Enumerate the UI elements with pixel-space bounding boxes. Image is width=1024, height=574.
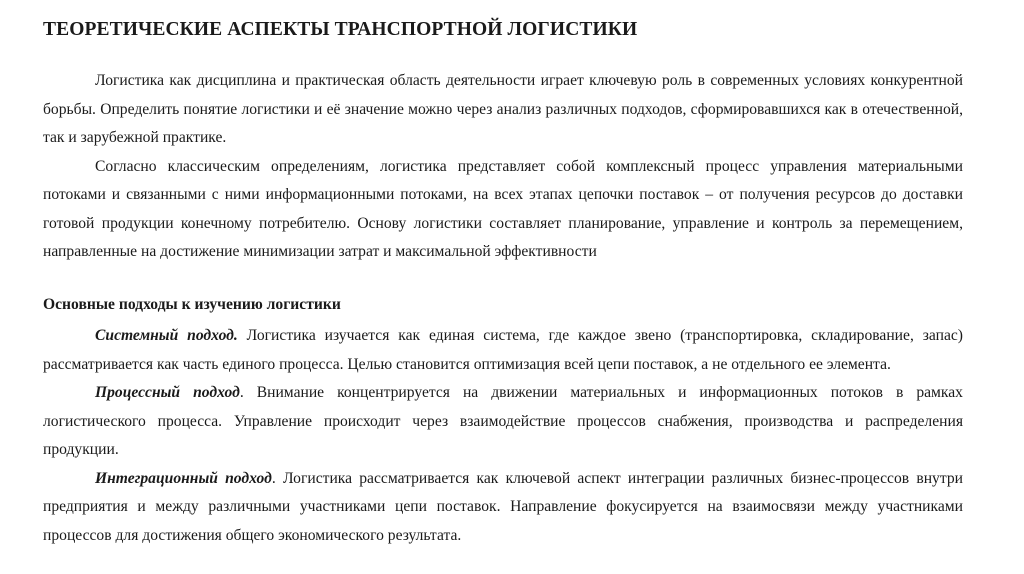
- approach-name: Процессный подход: [95, 384, 240, 401]
- intro-section: [43, 67, 963, 267]
- intro-paragraph: Логистика как дисциплина и практическая область деятельности играет ключевую роль в современных условиях конкурентной борьбы. Определить понятие логистики и её значение можно через анализ различных подходов, сформировавшихся как в отечественной, так и зарубежной практике.: [43, 72, 963, 146]
- approach-name: Интеграционный подход: [95, 469, 272, 487]
- approach-name: Системный подход.: [95, 327, 238, 344]
- intro-paragraph: Согласно классическим определениям, логистика представляет собой комплексный процесс управления материальными потоками и связанными с ними информационными потоками, на всех этапах цепочки поставок – от получения ресурсов до доставки готовой продукции конечному потребителю. Основу логистики составляет планирование, управление и контроль за перемещением, направленные на достижение минимизации затрат и максимальной эффективности: [43, 157, 963, 260]
- approach-text: . Логистика рассматривается как ключевой аспект интеграции различных бизнес-процессов внутри предприятия и между различными участниками цепи поставок. Направление фокусируется на взаимосвязи между участниками процессов для достижения общего экономического результата.: [43, 469, 963, 544]
- document-title: ТЕОРЕТИЧЕСКИЕ АСПЕКТЫ ТРАНСПОРТНОЙ ЛОГИСТИКИ: [43, 19, 638, 40]
- approach-paragraph: [43, 322, 963, 379]
- approaches-section: [43, 322, 963, 550]
- approach-text: Логистика изучается как единая система, где каждое звено (транспортировка, складирование, запас) рассматривается как часть единого процесса. Целью становится оптимизация всей цепи поставок, а не отдельного ее элемента.: [43, 327, 963, 373]
- approach-paragraph: [43, 379, 963, 465]
- approach-paragraph: [43, 465, 963, 551]
- section-heading: Основные подходы к изучению логистики: [43, 296, 341, 313]
- approach-text: . Внимание концентрируется на движении материальных и информационных потоков в рамках логистического процесса. Управление происходит через взаимодействие процессов снабжения, производства и распределения продукции.: [43, 384, 963, 458]
